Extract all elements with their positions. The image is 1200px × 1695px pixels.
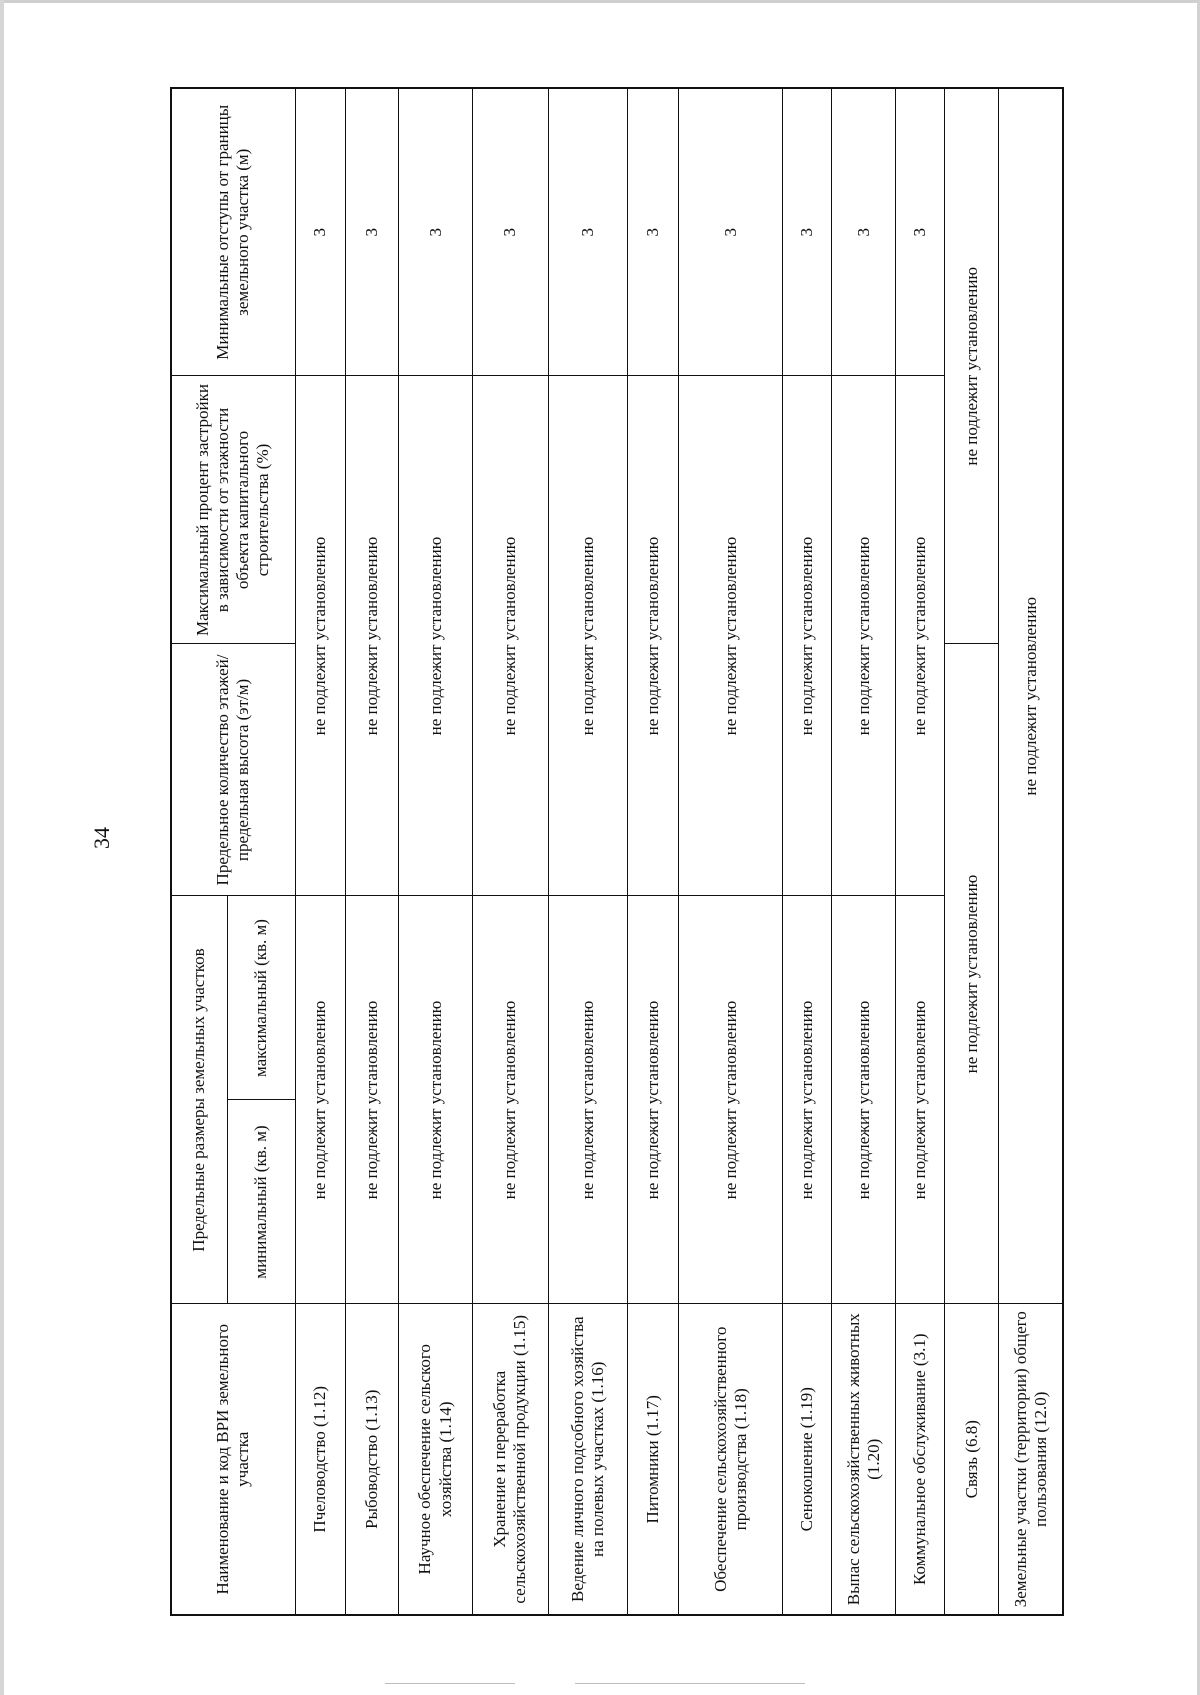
scan-edge [0,0,1200,3]
table-row [945,88,999,1615]
row-setback: 3 [783,88,832,376]
scan-artifact-line [385,1683,515,1684]
row-name: Ведение личного подсобного хозяйства на полевых участках (1.16) [549,1304,627,1615]
table-row [549,88,627,1615]
header-min: минимальный (кв. м) [227,1100,295,1304]
page-number: 34 [89,827,114,849]
row-name: Пчеловодство (1.12) [295,1304,346,1615]
table-row [896,88,945,1615]
row-params: не подлежит установлению [896,376,945,896]
row-name: Научное обеспечение сельского хозяйства (1.14) [399,1304,472,1615]
header-name: Наименование и код ВРИ земельного участка [171,1304,295,1615]
table-row [399,88,472,1615]
table-row [346,88,399,1615]
row-params: не подлежит установлению [679,376,783,896]
header-floors: Предельное количество этажей/ предельная высота (эт/м) [171,644,295,896]
regulations-table [170,87,1064,1616]
row-setback: 3 [832,88,896,376]
row-name: Связь (6.8) [945,1304,999,1615]
row-params: не подлежит установлению [346,376,399,896]
table-row [999,88,1063,1615]
row-setback: 3 [472,88,548,376]
row-name: Коммунальное обслуживание (3.1) [896,1304,945,1615]
table-row [472,88,548,1615]
header-max: максимальный (кв. м) [227,896,295,1100]
scan-artifact-line [575,1683,805,1684]
row-params: не подлежит установлению [832,376,896,896]
header-plot-sizes: Предельные размеры земельных участков [171,896,227,1304]
row-name: Выпас сельскохозяйственных животных (1.20) [832,1304,896,1615]
row-name: Сенокошение (1.19) [783,1304,832,1615]
row-name: Обеспечение сельскохозяйственного производства (1.18) [679,1304,783,1615]
row-setback: 3 [679,88,783,376]
table-row [295,88,346,1615]
row-sizes: не подлежит установлению [832,896,896,1304]
table-row [679,88,783,1615]
row-left-merged: не подлежит установлению [945,644,999,1304]
row-name: Хранение и переработка сельскохозяйственной продукции (1.15) [472,1304,548,1615]
row-name: Питомники (1.17) [627,1304,679,1615]
row-params: не подлежит установлению [472,376,548,896]
row-params: не подлежит установлению [783,376,832,896]
header-coverage: Максимальный процент застройки в зависимости от этажности объекта капитального строительства (%) [171,376,295,644]
row-setback: 3 [896,88,945,376]
row-setback: 3 [627,88,679,376]
row-params: не подлежит установлению [549,376,627,896]
row-params: не подлежит установлению [627,376,679,896]
header-setback: Минимальные отступы от границы земельного участка (м) [171,88,295,376]
table-row [783,88,832,1615]
row-sizes: не подлежит установлению [679,896,783,1304]
scan-edge [0,0,4,1695]
row-setback: 3 [295,88,346,376]
row-name: Рыбоводство (1.13) [346,1304,399,1615]
rotated-table-frame [170,89,1064,1616]
row-sizes: не подлежит установлению [783,896,832,1304]
row-all-merged: не подлежит установлению [999,88,1063,1304]
row-sizes: не подлежит установлению [549,896,627,1304]
row-params: не подлежит установлению [399,376,472,896]
row-right-merged: не подлежит установлению [945,88,999,644]
row-setback: 3 [549,88,627,376]
row-sizes: не подлежит установлению [346,896,399,1304]
table-row [832,88,896,1615]
row-name: Земельные участки (территории) общего пользования (12.0) [999,1304,1063,1615]
row-sizes: не подлежит установлению [295,896,346,1304]
row-sizes: не подлежит установлению [472,896,548,1304]
table-row [627,88,679,1615]
row-sizes: не подлежит установлению [896,896,945,1304]
row-params: не подлежит установлению [295,376,346,896]
regulations-table-container [170,89,1064,1616]
row-setback: 3 [399,88,472,376]
row-setback: 3 [346,88,399,376]
row-sizes: не подлежит установлению [399,896,472,1304]
row-sizes: не подлежит установлению [627,896,679,1304]
